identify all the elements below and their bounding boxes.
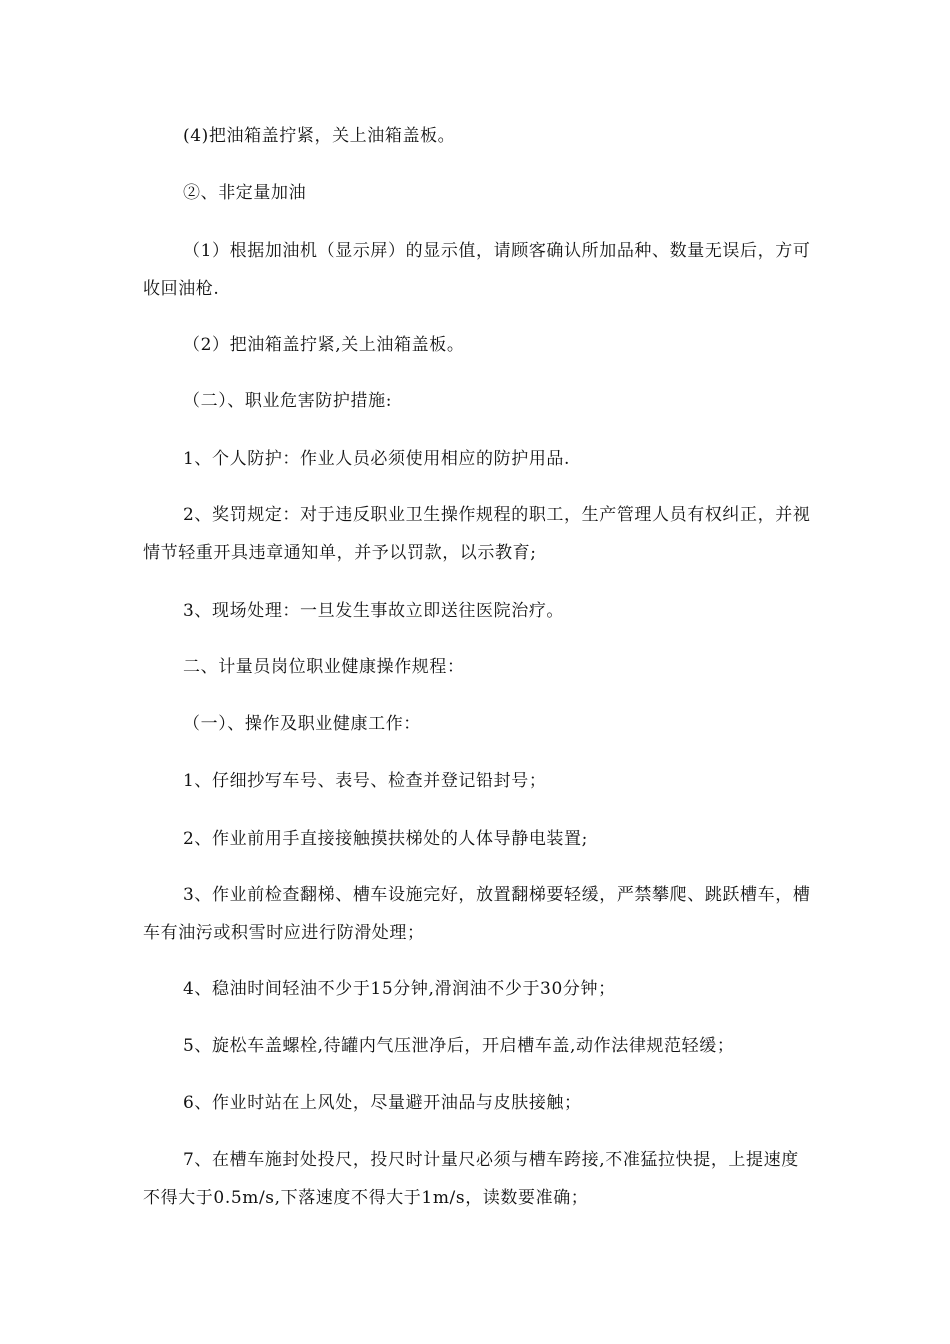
paragraph-reward-penalty: 2、奖罚规定：对于违反职业卫生操作规程的职工，生产管理人员有权纠正，并视情节轻重开具违章通知单，并予以罚款，以示教育; — [143, 505, 811, 563]
paragraph-settling-time: 4、稳油时间轻油不少于15分钟,滑润油不少于30分钟； — [183, 979, 616, 999]
paragraph-close-cap: （2）把油箱盖拧紧,关上油箱盖板。 — [183, 335, 465, 355]
paragraph-hazard-heading: （二）、职业危害防护措施: — [183, 391, 393, 411]
paragraph-stand-upwind: 6、作业时站在上风处，尽量避开油品与皮肤接触； — [183, 1093, 582, 1113]
paragraph-personal-protection: 1、个人防护：作业人员必须使用相应的防护用品. — [183, 449, 571, 469]
paragraph-measurer-heading: 二、计量员岗位职业健康操作规程： — [183, 657, 465, 677]
paragraph-confirm-display: （1）根据加油机（显示屏）的显示值，请顾客确认所加品种、数量无误后，方可收回油枪. — [143, 241, 811, 299]
paragraph-refuel-close-cap: (4)把油箱盖拧紧，关上油箱盖板。 — [183, 126, 456, 146]
paragraph-open-cover: 5、旋松车盖螺栓,待罐内气压泄净后，开启槽车盖,动作法律规范轻缓； — [183, 1036, 735, 1056]
paragraph-static-discharge: 2、作业前用手直接接触摸扶梯处的人体导静电装置; — [183, 829, 588, 849]
paragraph-onsite-handling: 3、现场处理：一旦发生事故立即送往医院治疗。 — [183, 601, 565, 621]
paragraph-ladder-check: 3、作业前检查翻梯、槽车设施完好，放置翻梯要轻缓，严禁攀爬、跳跃槽车，槽车有油污或积雪时应进行防滑处理； — [143, 885, 811, 943]
paragraph-non-fixed-refuel-heading: ②、非定量加油 — [183, 183, 307, 203]
paragraph-operation-heading: （一）、操作及职业健康工作： — [183, 714, 421, 734]
paragraph-record-numbers: 1、仔细抄写车号、表号、检查并登记铅封号； — [183, 771, 547, 791]
paragraph-gauging: 7、在槽车施封处投尺，投尺时计量尺必须与槽车跨接,不准猛拉快提，上提速度不得大于0.5m/s,下落速度不得大于1m/s，读数要准确； — [143, 1150, 799, 1208]
